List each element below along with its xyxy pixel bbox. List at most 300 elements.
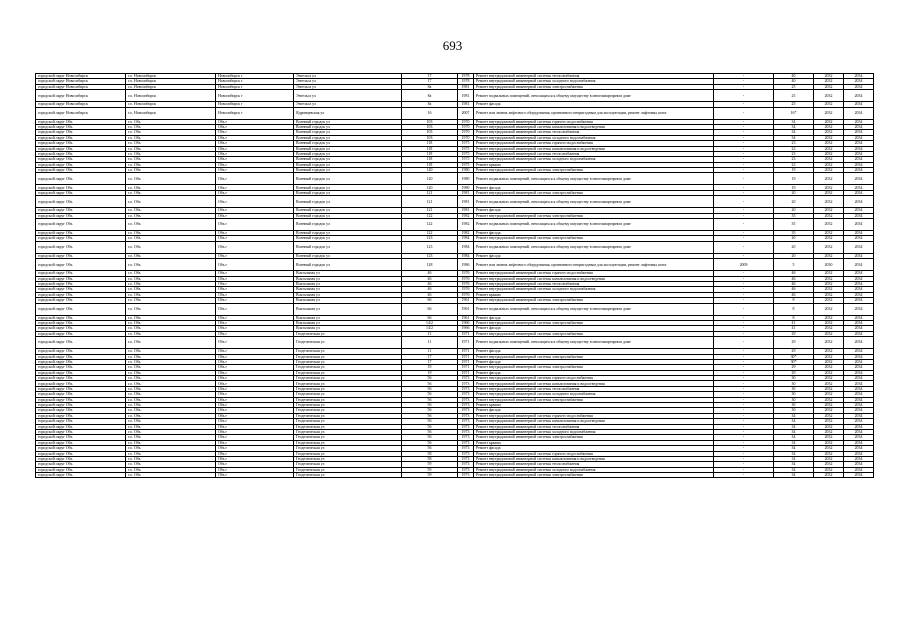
wear-cell: 40 <box>774 74 814 79</box>
locality-cell: Обь г <box>216 326 294 331</box>
build-year-cell: 1982 <box>458 213 474 218</box>
district-cell: г.о. Обь <box>126 271 216 276</box>
build-year-cell: 1971 <box>458 331 474 336</box>
district-cell: г.о. Обь <box>126 162 216 167</box>
municipality-cell: городской округ Обь <box>36 168 126 173</box>
district-cell: г.о. Обь <box>126 370 216 375</box>
work-type-cell: Ремонт внутридомовой инженерной системы горячего водоснабжения <box>474 376 714 381</box>
end-year-cell: 2034 <box>844 124 874 129</box>
house-number-cell: 19 <box>402 365 458 370</box>
work-type-cell: Ремонт или замена лифтового оборудования, признанного непригодным для эксплуатации, ремонт лифтовых шахт <box>474 259 714 271</box>
district-cell: г.о. Обь <box>126 320 216 325</box>
build-year-cell: 1973 <box>458 467 474 472</box>
street-cell: Ядринцевская ул <box>294 107 402 119</box>
build-year-cell: 1971 <box>458 349 474 354</box>
work-type-cell: Ремонт фасада <box>474 359 714 364</box>
start-year-cell: 2032 <box>814 90 844 102</box>
house-number-cell: 123 <box>402 253 458 258</box>
house-number-cell: 14/2 <box>402 320 458 325</box>
district-cell: г.о. Обь <box>126 213 216 218</box>
locality-cell: Новосибирск г <box>216 74 294 79</box>
municipality-cell: городской округ Обь <box>36 287 126 292</box>
start-year-cell: 2032 <box>814 271 844 276</box>
wear-cell: 35 <box>774 231 814 236</box>
district-cell: г.о. Обь <box>126 424 216 429</box>
start-year-cell: 2032 <box>814 298 844 303</box>
wear-cell: 19 <box>774 173 814 185</box>
street-cell: Военный городок ул <box>294 196 402 208</box>
street-cell: Военный городок ул <box>294 130 402 135</box>
page-number: 693 <box>442 38 463 53</box>
last-repair-year-cell: - <box>714 446 774 451</box>
start-year-cell: 2032 <box>814 276 844 281</box>
house-number-cell: 11 <box>402 349 458 354</box>
district-cell: г.о. Обь <box>126 276 216 281</box>
house-number-cell: 121 <box>402 190 458 195</box>
build-year-cell: 1978 <box>458 79 474 84</box>
district-cell: г.о. Новосибирск <box>126 102 216 107</box>
wear-cell: 16* <box>774 107 814 119</box>
wear-cell: 34 <box>774 135 814 140</box>
municipality-cell: городской округ Обь <box>36 403 126 408</box>
start-year-cell: 2032 <box>814 397 844 402</box>
wear-cell: 34 <box>774 467 814 472</box>
start-year-cell: 2032 <box>814 456 844 461</box>
last-repair-year-cell: - <box>714 90 774 102</box>
build-year-cell: 1981 <box>458 84 474 89</box>
locality-cell: Обь г <box>216 281 294 286</box>
work-type-cell: Ремонт внутридомовой инженерной системы электроснабжения <box>474 190 714 195</box>
street-cell: Геодезическая ул <box>294 473 402 478</box>
street-cell: Геодезическая ул <box>294 337 402 349</box>
house-number-cell: 56 <box>402 424 458 429</box>
locality-cell: Обь г <box>216 331 294 336</box>
end-year-cell: 2034 <box>844 146 874 151</box>
district-cell: г.о. Обь <box>126 413 216 418</box>
district-cell: г.о. Обь <box>126 287 216 292</box>
last-repair-year-cell: - <box>714 435 774 440</box>
work-type-cell: Ремонт подвальных помещений, относящихся к общему имуществу в многоквартирном доме <box>474 241 714 253</box>
end-year-cell: 2034 <box>844 208 874 213</box>
municipality-cell: городской округ Обь <box>36 124 126 129</box>
end-year-cell: 2034 <box>844 365 874 370</box>
district-cell: г.о. Обь <box>126 135 216 140</box>
house-number-cell: 59 <box>402 462 458 467</box>
start-year-cell: 2032 <box>814 392 844 397</box>
start-year-cell: 2032 <box>814 370 844 375</box>
municipality-cell: городской округ Обь <box>36 231 126 236</box>
last-repair-year-cell: - <box>714 173 774 185</box>
last-repair-year-cell: - <box>714 315 774 320</box>
municipality-cell: городской округ Обь <box>36 354 126 359</box>
house-number-cell: 46 <box>402 292 458 297</box>
house-number-cell: 103 <box>402 130 458 135</box>
build-year-cell: 1973 <box>458 408 474 413</box>
locality-cell: Обь г <box>216 298 294 303</box>
locality-cell: Обь г <box>216 292 294 297</box>
house-number-cell: 123 <box>402 241 458 253</box>
work-type-cell: Ремонт внутридомовой инженерной системы электроснабжения <box>474 84 714 89</box>
district-cell: г.о. Обь <box>126 315 216 320</box>
wear-cell: 30* <box>774 359 814 364</box>
district-cell: г.о. Обь <box>126 208 216 213</box>
locality-cell: Обь г <box>216 456 294 461</box>
build-year-cell: 1973 <box>458 446 474 451</box>
district-cell: г.о. Обь <box>126 303 216 315</box>
locality-cell: Обь г <box>216 337 294 349</box>
municipality-cell: городской округ Обь <box>36 381 126 386</box>
build-year-cell: 1980 <box>458 173 474 185</box>
street-cell: Геодезическая ул <box>294 451 402 456</box>
start-year-cell: 2032 <box>814 141 844 146</box>
locality-cell: Обь г <box>216 315 294 320</box>
start-year-cell: 2032 <box>814 241 844 253</box>
build-year-cell: 1973 <box>458 392 474 397</box>
last-repair-year-cell: - <box>714 141 774 146</box>
build-year-cell: 1971 <box>458 370 474 375</box>
build-year-cell: 1976 <box>458 281 474 286</box>
wear-cell: 34 <box>774 446 814 451</box>
build-year-cell: 1982 <box>458 231 474 236</box>
wear-cell: 34 <box>774 456 814 461</box>
work-type-cell: Ремонт фасада <box>474 349 714 354</box>
build-year-cell: 1986 <box>458 259 474 271</box>
end-year-cell: 2034 <box>844 119 874 124</box>
last-repair-year-cell: - <box>714 440 774 445</box>
last-repair-year-cell: - <box>714 146 774 151</box>
house-number-cell: 122 <box>402 213 458 218</box>
municipality-cell: городской округ Обь <box>36 424 126 429</box>
last-repair-year-cell: - <box>714 84 774 89</box>
end-year-cell: 2034 <box>844 303 874 315</box>
house-number-cell: 59 <box>402 467 458 472</box>
municipality-cell: городской округ Обь <box>36 365 126 370</box>
municipality-cell: городской округ Обь <box>36 208 126 213</box>
locality-cell: Обь г <box>216 413 294 418</box>
last-repair-year-cell: - <box>714 151 774 156</box>
build-year-cell: 1981 <box>458 196 474 208</box>
house-number-cell: 122 <box>402 231 458 236</box>
street-cell: Вокзальная ул <box>294 271 402 276</box>
start-year-cell: 2032 <box>814 413 844 418</box>
build-year-cell: 1976 <box>458 276 474 281</box>
locality-cell: Обь г <box>216 146 294 151</box>
end-year-cell: 2034 <box>844 315 874 320</box>
end-year-cell: 2034 <box>844 79 874 84</box>
wear-cell: 29 <box>774 337 814 349</box>
district-cell: г.о. Обь <box>126 392 216 397</box>
start-year-cell: 2032 <box>814 124 844 129</box>
locality-cell: Обь г <box>216 259 294 271</box>
street-cell: Геодезическая ул <box>294 440 402 445</box>
house-number-cell: 56 <box>402 408 458 413</box>
locality-cell: Новосибирск г <box>216 90 294 102</box>
street-cell: Военный городок ул <box>294 162 402 167</box>
work-type-cell: Ремонт внутридомовой инженерной системы канализования и водоотведения <box>474 124 714 129</box>
house-number-cell: 118 <box>402 141 458 146</box>
house-number-cell: 103 <box>402 124 458 129</box>
start-year-cell: 2032 <box>814 107 844 119</box>
street-cell: Геодезическая ул <box>294 392 402 397</box>
start-year-cell: 2032 <box>814 119 844 124</box>
end-year-cell: 2034 <box>844 467 874 472</box>
end-year-cell: 2034 <box>844 141 874 146</box>
locality-cell: Новосибирск г <box>216 79 294 84</box>
wear-cell: 30 <box>774 392 814 397</box>
street-cell: Геодезическая ул <box>294 331 402 336</box>
start-year-cell: 2032 <box>814 162 844 167</box>
last-repair-year-cell: - <box>714 419 774 424</box>
municipality-cell: городской округ Новосибирск <box>36 107 126 119</box>
locality-cell: Обь г <box>216 473 294 478</box>
last-repair-year-cell: - <box>714 231 774 236</box>
house-number-cell: 46 <box>402 276 458 281</box>
district-cell: г.о. Обь <box>126 337 216 349</box>
house-number-cell: 56 <box>402 429 458 434</box>
last-repair-year-cell: - <box>714 303 774 315</box>
start-year-cell: 2032 <box>814 424 844 429</box>
locality-cell: Обь г <box>216 320 294 325</box>
street-cell: Военный городок ул <box>294 157 402 162</box>
locality-cell: Обь г <box>216 376 294 381</box>
house-number-cell: 118 <box>402 162 458 167</box>
build-year-cell: 1976 <box>458 292 474 297</box>
work-type-cell: Ремонт внутридомовой инженерной системы канализования и водоотведения <box>474 456 714 461</box>
street-cell: Вокзальная ул <box>294 298 402 303</box>
street-cell: Военный городок ул <box>294 241 402 253</box>
district-cell: г.о. Обь <box>126 259 216 271</box>
work-type-cell: Ремонт внутридомовой инженерной системы теплоснабжения <box>474 462 714 467</box>
start-year-cell: 2032 <box>814 173 844 185</box>
district-cell: г.о. Обь <box>126 408 216 413</box>
wear-cell: 20 <box>774 253 814 258</box>
district-cell: г.о. Новосибирск <box>126 90 216 102</box>
locality-cell: Обь г <box>216 208 294 213</box>
wear-cell: 23 <box>774 151 814 156</box>
start-year-cell: 2032 <box>814 451 844 456</box>
last-repair-year-cell: - <box>714 365 774 370</box>
start-year-cell: 2032 <box>814 231 844 236</box>
start-year-cell: 2032 <box>814 196 844 208</box>
last-repair-year-cell: - <box>714 162 774 167</box>
build-year-cell: 1970 <box>458 130 474 135</box>
end-year-cell: 2034 <box>844 403 874 408</box>
start-year-cell: 2032 <box>814 386 844 391</box>
end-year-cell: 2034 <box>844 419 874 424</box>
work-type-cell: Ремонт внутридомовой инженерной системы электроснабжения <box>474 320 714 325</box>
work-type-cell: Ремонт внутридомовой инженерной системы электроснабжения <box>474 168 714 173</box>
municipality-cell: городской округ Обь <box>36 162 126 167</box>
house-number-cell: 16 <box>402 107 458 119</box>
build-year-cell: 1976 <box>458 271 474 276</box>
street-cell: Геодезическая ул <box>294 424 402 429</box>
work-type-cell: Ремонт фасада <box>474 231 714 236</box>
wear-cell: 35 <box>774 219 814 231</box>
house-number-cell: 17 <box>402 359 458 364</box>
last-repair-year-cell: - <box>714 236 774 241</box>
start-year-cell: 2032 <box>814 102 844 107</box>
build-year-cell: 1966 <box>458 326 474 331</box>
start-year-cell: 2032 <box>814 320 844 325</box>
locality-cell: Обь г <box>216 253 294 258</box>
municipality-cell: городской округ Обь <box>36 281 126 286</box>
district-cell: г.о. Обь <box>126 168 216 173</box>
end-year-cell: 2034 <box>844 331 874 336</box>
work-type-cell: Ремонт фасада <box>474 253 714 258</box>
house-number-cell: 56 <box>402 413 458 418</box>
locality-cell: Обь г <box>216 446 294 451</box>
house-number-cell: 46 <box>402 281 458 286</box>
build-year-cell: 1975 <box>458 162 474 167</box>
start-year-cell: 2032 <box>814 130 844 135</box>
build-year-cell: 1973 <box>458 462 474 467</box>
wear-cell: 5 <box>774 259 814 271</box>
street-cell: Геодезическая ул <box>294 435 402 440</box>
house-number-cell: 8а <box>402 84 458 89</box>
last-repair-year-cell: - <box>714 298 774 303</box>
locality-cell: Обь г <box>216 370 294 375</box>
municipality-cell: городской округ Обь <box>36 349 126 354</box>
municipality-cell: городской округ Обь <box>36 157 126 162</box>
table-row <box>36 219 874 231</box>
start-year-cell: 2032 <box>814 315 844 320</box>
locality-cell: Обь г <box>216 276 294 281</box>
municipality-cell: городской округ Обь <box>36 119 126 124</box>
end-year-cell: 2034 <box>844 196 874 208</box>
build-year-cell: 1973 <box>458 376 474 381</box>
end-year-cell: 2034 <box>844 185 874 190</box>
municipality-cell: городской округ Обь <box>36 467 126 472</box>
street-cell: Геодезическая ул <box>294 462 402 467</box>
municipality-cell: городской округ Обь <box>36 386 126 391</box>
wear-cell: 35 <box>774 213 814 218</box>
end-year-cell: 2034 <box>844 241 874 253</box>
district-cell: г.о. Обь <box>126 231 216 236</box>
table-body <box>36 74 874 478</box>
wear-cell: 29 <box>774 331 814 336</box>
street-cell: Военный городок ул <box>294 231 402 236</box>
end-year-cell: 2034 <box>844 408 874 413</box>
district-cell: г.о. Обь <box>126 435 216 440</box>
work-type-cell: Ремонт фасада <box>474 370 714 375</box>
locality-cell: Обь г <box>216 213 294 218</box>
last-repair-year-cell: - <box>714 107 774 119</box>
build-year-cell: 1973 <box>458 397 474 402</box>
last-repair-year-cell: - <box>714 287 774 292</box>
end-year-cell: 2034 <box>844 413 874 418</box>
municipality-cell: городской округ Новосибирск <box>36 84 126 89</box>
work-type-cell: Ремонт фасада <box>474 326 714 331</box>
build-year-cell: 1973 <box>458 451 474 456</box>
street-cell: Геодезическая ул <box>294 446 402 451</box>
wear-cell: 20 <box>774 208 814 213</box>
end-year-cell: 2034 <box>844 451 874 456</box>
last-repair-year-cell: - <box>714 473 774 478</box>
municipality-cell: городской округ Обь <box>36 190 126 195</box>
start-year-cell: 2032 <box>814 157 844 162</box>
locality-cell: Обь г <box>216 354 294 359</box>
house-number-cell: 8а <box>402 90 458 102</box>
work-type-cell: Ремонт внутридомовой инженерной системы электроснабжения <box>474 473 714 478</box>
end-year-cell: 2034 <box>844 107 874 119</box>
work-type-cell: Ремонт внутридомовой инженерной системы холодного водоснабжения <box>474 467 714 472</box>
work-type-cell: Ремонт крыши <box>474 292 714 297</box>
last-repair-year-cell: - <box>714 271 774 276</box>
municipality-cell: городской округ Обь <box>36 392 126 397</box>
wear-cell: 30 <box>774 403 814 408</box>
start-year-cell: 2032 <box>814 74 844 79</box>
build-year-cell: 1981 <box>458 102 474 107</box>
district-cell: г.о. Обь <box>126 419 216 424</box>
house-number-cell: 17 <box>402 74 458 79</box>
wear-cell: 29 <box>774 370 814 375</box>
last-repair-year-cell: - <box>714 320 774 325</box>
municipality-cell: городской округ Обь <box>36 359 126 364</box>
district-cell: г.о. Обь <box>126 354 216 359</box>
start-year-cell: 2032 <box>814 79 844 84</box>
district-cell: г.о. Обь <box>126 185 216 190</box>
street-cell: Военный городок ул <box>294 185 402 190</box>
start-year-cell: 2032 <box>814 84 844 89</box>
wear-cell: 46 <box>774 287 814 292</box>
build-year-cell: 1984 <box>458 253 474 258</box>
street-cell: Геодезическая ул <box>294 376 402 381</box>
street-cell: Геодезическая ул <box>294 349 402 354</box>
house-number-cell: 128 <box>402 259 458 271</box>
work-type-cell: Ремонт фасада <box>474 315 714 320</box>
district-cell: г.о. Новосибирск <box>126 79 216 84</box>
locality-cell: Новосибирск г <box>216 84 294 89</box>
wear-cell: 41 <box>774 320 814 325</box>
street-cell: Военный городок ул <box>294 236 402 241</box>
district-cell: г.о. Обь <box>126 157 216 162</box>
last-repair-year-cell: - <box>714 213 774 218</box>
end-year-cell: 2034 <box>844 359 874 364</box>
municipality-cell: городской округ Обь <box>36 196 126 208</box>
work-type-cell: Ремонт подвальных помещений, относящихся к общему имуществу в многоквартирном доме <box>474 337 714 349</box>
wear-cell: 23 <box>774 162 814 167</box>
work-type-cell: Ремонт крыши <box>474 440 714 445</box>
street-cell: Энгельса ул <box>294 102 402 107</box>
start-year-cell: 2032 <box>814 236 844 241</box>
locality-cell: Обь г <box>216 424 294 429</box>
municipality-cell: городской округ Обь <box>36 241 126 253</box>
build-year-cell: 1973 <box>458 429 474 434</box>
last-repair-year-cell: - <box>714 386 774 391</box>
start-year-cell: 2032 <box>814 185 844 190</box>
locality-cell: Обь г <box>216 219 294 231</box>
capital-repair-table <box>35 73 874 478</box>
work-type-cell: Ремонт внутридомовой инженерной системы канализования и водоотведения <box>474 419 714 424</box>
district-cell: г.о. Обь <box>126 130 216 135</box>
wear-cell: 20 <box>774 190 814 195</box>
house-number-cell: 14/2 <box>402 326 458 331</box>
municipality-cell: городской округ Обь <box>36 135 126 140</box>
last-repair-year-cell: - <box>714 168 774 173</box>
street-cell: Геодезическая ул <box>294 381 402 386</box>
district-cell: г.о. Обь <box>126 365 216 370</box>
start-year-cell: 2032 <box>814 419 844 424</box>
wear-cell: 23 <box>774 146 814 151</box>
district-cell: г.о. Обь <box>126 236 216 241</box>
build-year-cell: 1973 <box>458 473 474 478</box>
work-type-cell: Ремонт крыши <box>474 403 714 408</box>
build-year-cell: 1970 <box>458 124 474 129</box>
build-year-cell: 1984 <box>458 236 474 241</box>
municipality-cell: городской округ Обь <box>36 271 126 276</box>
locality-cell: Обь г <box>216 440 294 445</box>
build-year-cell: 1971 <box>458 365 474 370</box>
